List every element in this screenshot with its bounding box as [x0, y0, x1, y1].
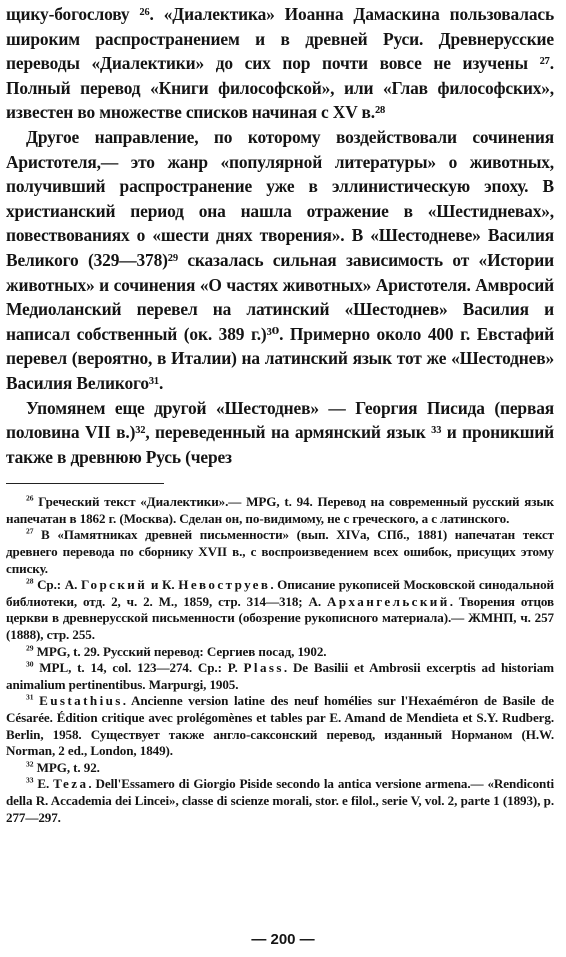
footnote-marker: 29: [26, 643, 34, 653]
footnote-rule: [6, 483, 164, 484]
footnotes: [6, 494, 554, 826]
author-name: Горский: [80, 577, 148, 593]
footnote-text: E.: [37, 776, 54, 792]
footnote-29: [6, 644, 554, 661]
footnote-text: . Ancienne version latine des neuf homélies sur l'Hexaéméron de Basile de Césarée. Édition critique avec prolégomènes et tables par E. Amand de Mendieta et S.Y. Rudberg. Berlin, 1958. Существует также англо-саксонский перевод, изданный Норманом (H.W. Norman, 2 ed., London, 1849).: [6, 693, 554, 759]
footnote-marker: 28: [26, 576, 34, 586]
author-name: Невоструев: [178, 577, 271, 593]
footnote-31: [6, 693, 554, 759]
footnote-text: . Описание рукописей Московской синодальной библиотеки, отд. 2, ч. 2. М., 1859, стр. 314—318; А.: [6, 577, 554, 609]
author-name: Teza: [53, 776, 89, 792]
footnote-28: [6, 577, 554, 643]
footnote-marker: 33: [26, 776, 34, 786]
page-number: — 200 —: [251, 931, 315, 948]
footnote-26: [6, 494, 554, 527]
footnote-text: Греческий текст «Диалектики».— MPG, t. 94. Перевод на современный русский язык напечатан в 1862 г. (Москва). Сделан он, по-видимому, не с греческого, а с латинского.: [6, 494, 554, 526]
footnote-text: и К.: [147, 577, 179, 593]
footnote-text: MPL, t. 14, col. 123—274. Ср.: P.: [39, 660, 244, 676]
footnote-text: MPG, t. 92.: [36, 759, 100, 775]
footnote-30: [6, 660, 554, 693]
main-text: [6, 2, 554, 469]
footnote-marker: 26: [26, 493, 34, 503]
footnote-text: MPG, t. 29. Русский перевод: Сергиев посад, 1902.: [36, 643, 327, 659]
author-name: Архангельский: [326, 593, 450, 609]
footnote-text: . Творения отцов церкви в древнерусской письменности (обозрение рукописного материала).— ЖМНП, ч. 257 (1888), стр. 255.: [6, 593, 554, 643]
footnote-27: [6, 527, 554, 577]
paragraph-3: Упомянем еще другой «Шестоднев» — Георгия Писида (первая половина VII в.)³², переведенный на армянский язык ³³ и проникший также в древнюю Русь (через: [6, 397, 554, 467]
footnote-text: В «Памятниках древней письменности» (вып. XIVа, СПб., 1881) напечатан текст древнего перевода по сборнику XVII в., с воспроизведением всех ошибок, присущих этому списку.: [6, 527, 554, 576]
author-name: Plass: [243, 660, 284, 676]
footnote-marker: 27: [26, 527, 34, 537]
footnote-marker: 30: [26, 659, 34, 669]
paragraph-2: Другое направление, по которому воздействовали сочинения Аристотеля,— это жанр «популярной литературы» о животных, получивший распространение уже в эллинистическую эпоху. В христианский период она нашла отражение в «Шестидневах», повествованиях о «шести днях творения». В «Шестодневе» Василия Великого (329—378)²⁹ сказалась сильная зависимость от «Истории животных» и сочинения «О частях животных» Аристотеля. Амвросий Медиоланский перевел на латинский «Шестоднев» Василия и написал собственный (ок. 389 г.)³⁰. Примерно около 400 г. Евстафий перевел (вероятно, в Италии) на латинский язык тот же «Шестоднев» Василия Великого³¹.: [6, 126, 554, 393]
footnote-33: [6, 776, 554, 826]
author-name: Eustathius: [39, 693, 123, 709]
paragraph-1: щику-богослову ²⁶. «Диалектика» Иоанна Дамаскина пользовалась широким распространением и в древней Руси. Древнерусские переводы «Диалектики» до сих пор почти вовсе не изучены ²⁷. Полный перевод «Книги философской», или «Глав философских», известен во множестве списков начиная с XV в.²⁸: [6, 4, 554, 123]
book-page: [6, 2, 554, 826]
footnote-marker: 31: [26, 693, 34, 703]
footnote-text: Ср.: А.: [37, 577, 81, 593]
footnote-text: . De Basilii et Ambrosii excerptis ad historiam animalium pertinentibus. Marpurgi, 1905.: [6, 660, 554, 692]
footnote-text: . Dell'Essamero di Giorgio Piside secondo la antica versione armena.— «Rendiconti della R. Accademia dei Lincei», classe di scienze morali, stor. e filol., serie V, vol. 2, parte 1 (1893), p. 277—297.: [6, 776, 554, 825]
footnote-marker: 32: [26, 759, 34, 769]
footnote-32: [6, 760, 554, 777]
